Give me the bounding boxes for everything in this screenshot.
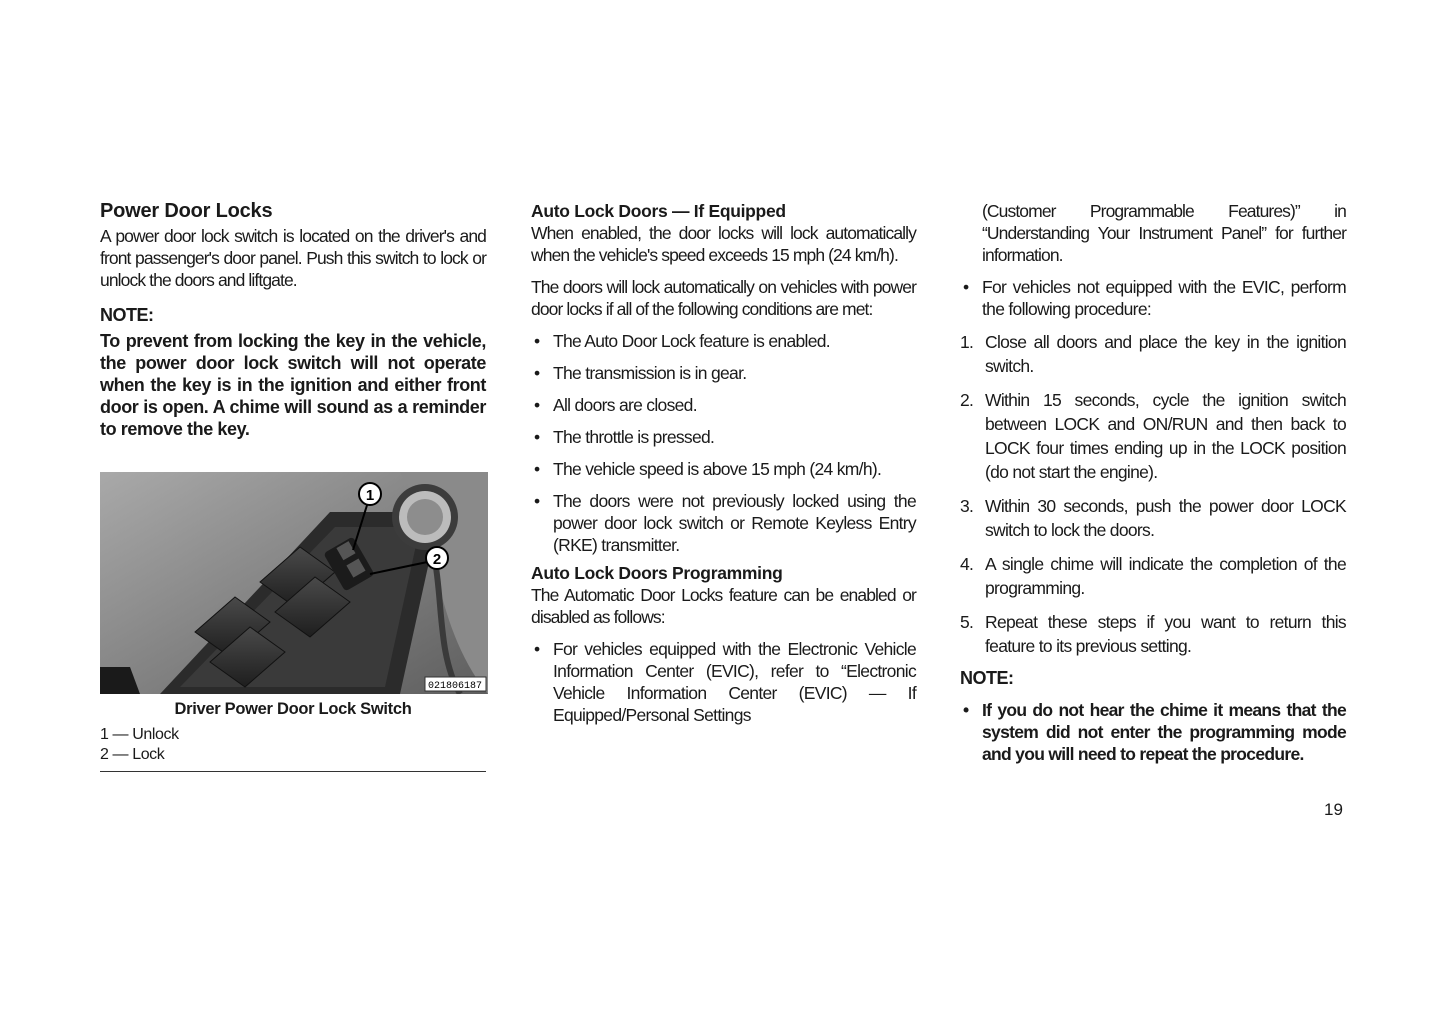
note-list [960, 699, 1346, 765]
door-lock-switch-figure [100, 472, 488, 694]
note-label-2: NOTE: [960, 668, 1014, 688]
list-item: • The Auto Door Lock feature is enabled. [534, 331, 830, 351]
callout-1-label: 1 [365, 487, 375, 504]
door-panel-illustration [100, 472, 488, 694]
legend-item-lock: 2 — Lock [100, 746, 165, 763]
figure-divider [100, 771, 486, 772]
column-left [100, 200, 486, 772]
evic-list [531, 638, 916, 726]
programming-heading: Auto Lock Doors Programming [531, 563, 783, 583]
programming-paragraph: The Automatic Door Locks feature can be enabled or disabled as follows: [531, 585, 916, 627]
note-text: To prevent from locking the key in the vehicle, the power door lock switch will not operate when the key is in the ignition and either front door is open. A chime will sound as a reminder to remove the key. [100, 331, 486, 439]
step-item: 2. Within 15 seconds, cycle the ignition switch between LOCK and ON/RUN and then back to LOCK four times ending up in the LOCK position (do not start the engine). [960, 390, 1346, 482]
conditions-intro: The doors will lock automatically on vehicles with power door locks if all of the following conditions are met: [531, 277, 916, 319]
column-right [960, 200, 1346, 775]
procedure-steps [960, 330, 1346, 658]
auto-lock-paragraph: When enabled, the door locks will lock automatically when the vehicle's speed exceeds 15 mph (24 km/h). [531, 223, 916, 265]
callout-1-marker [359, 483, 381, 505]
list-item: • The vehicle speed is above 15 mph (24 km/h). [534, 459, 882, 479]
list-item: • All doors are closed. [534, 395, 697, 415]
list-item: • The throttle is pressed. [534, 427, 715, 447]
list-item: • The doors were not previously locked using the power door lock switch or Remote Keyless Entry (RKE) transmitter. [534, 491, 916, 555]
note-bullet: • If you do not hear the chime it means that the system did not enter the programming mode and you will need to repeat the procedure. [963, 700, 1346, 764]
column-middle [531, 200, 916, 736]
list-item: • The transmission is in gear. [534, 363, 747, 383]
legend-item-unlock: 1 — Unlock [100, 726, 179, 743]
figure-caption: Driver Power Door Lock Switch [174, 700, 412, 718]
figure-code: 021806187 [427, 681, 483, 692]
step-item: 3. Within 30 seconds, push the power door LOCK switch to lock the doors. [960, 496, 1346, 540]
section-title: Power Door Locks [100, 200, 273, 222]
note-label: NOTE: [100, 305, 154, 325]
continuation-paragraph: (Customer Programmable Features)” in “Understanding Your Instrument Panel” for further information. [982, 201, 1346, 265]
callout-2-marker [426, 547, 448, 569]
step-item: 4. A single chime will indicate the completion of the programming. [960, 554, 1346, 598]
step-item: 1. Close all doors and place the key in the ignition switch. [960, 332, 1346, 376]
step-item: 5. Repeat these steps if you want to return this feature to its previous setting. [960, 612, 1346, 656]
no-evic-list [960, 276, 1346, 320]
conditions-list [531, 330, 916, 556]
list-item: • For vehicles equipped with the Electronic Vehicle Information Center (EVIC), refer to “Electronic Vehicle Information Center (EVIC) — If Equipped/Personal Settings [534, 639, 916, 725]
callout-2-label: 2 [432, 551, 442, 568]
list-item: • For vehicles not equipped with the EVIC, perform the following procedure: [963, 277, 1346, 319]
page-number: 19 [1324, 800, 1343, 819]
intro-paragraph: A power door lock switch is located on the driver's and front passenger's door panel. Push this switch to lock or unlock the doors and liftgate. [100, 226, 486, 290]
auto-lock-heading: Auto Lock Doors — If Equipped [531, 201, 786, 221]
